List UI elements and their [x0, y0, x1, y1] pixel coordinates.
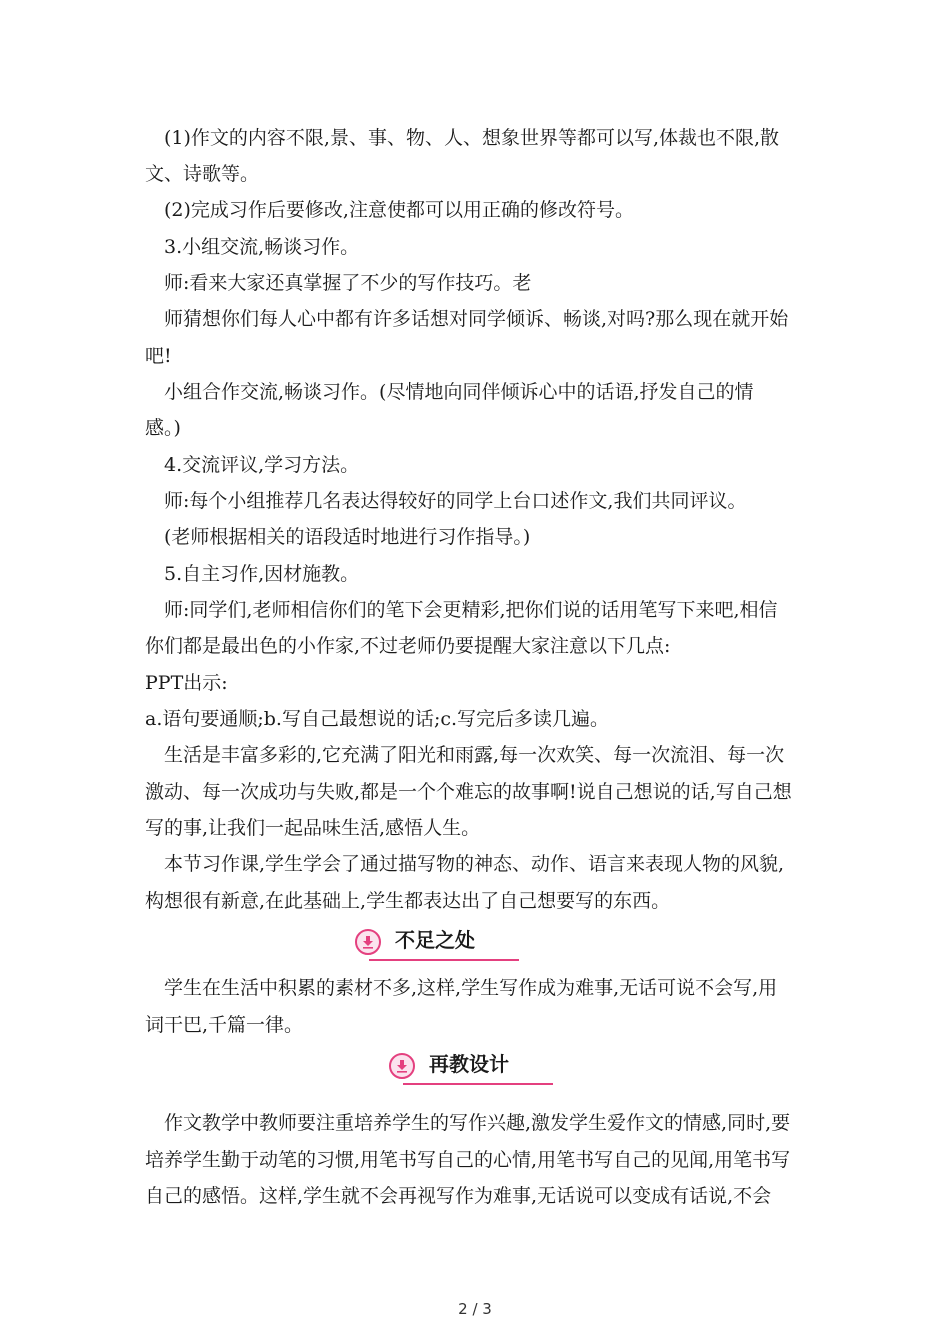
paragraph-line: a.语句要通顺;b.写自己最想说的话;c.写完后多读几遍。: [145, 708, 610, 730]
paragraph-line: 师猜想你们每人心中都有许多话想对同学倾诉、畅谈,对吗?那么现在就开始: [164, 308, 789, 330]
section-heading-redesign: [389, 1050, 554, 1090]
paragraph-line: 5.自主习作,因材施教。: [164, 563, 360, 585]
paragraph-line: 文、诗歌等。: [145, 163, 260, 185]
download-arrow-icon: [355, 929, 381, 955]
paragraph-line: 构想很有新意,在此基础上,学生都表达出了自己想要写的东西。: [145, 890, 671, 912]
paragraph-line: 学生在生活中积累的素材不多,这样,学生写作成为难事,无话可说不会写,用: [164, 977, 778, 999]
page-number: 2 / 3: [458, 1300, 492, 1318]
paragraph-line: PPT出示:: [145, 672, 228, 694]
paragraph-line: (老师根据相关的语段适时地进行习作指导。): [164, 526, 531, 548]
paragraph-line: 小组合作交流,畅谈习作。(尽情地向同伴倾诉心中的话语,抒发自己的情: [164, 381, 754, 403]
paragraph-line: 3.小组交流,畅谈习作。: [164, 236, 360, 258]
paragraph-line: 本节习作课,学生学会了通过描写物的神态、动作、语言来表现人物的风貌,: [164, 853, 785, 875]
section-heading-shortcomings: [355, 926, 520, 966]
paragraph-line: 培养学生勤于动笔的习惯,用笔书写自己的心情,用笔书写自己的见闻,用笔书写: [145, 1149, 791, 1171]
section-title: 再教设计: [429, 1052, 509, 1076]
paragraph-line: 吧!: [145, 345, 172, 367]
paragraph-line: (2)完成习作后要修改,注意使都可以用正确的修改符号。: [164, 199, 634, 221]
paragraph-line: 感。): [145, 417, 181, 439]
paragraph-line: 你们都是最出色的小作家,不过老师仍要提醒大家注意以下几点:: [145, 635, 671, 657]
paragraph-line: 激动、每一次成功与失败,都是一个个难忘的故事啊!说自己想说的话,写自己想: [145, 781, 792, 803]
paragraph-line: 生活是丰富多彩的,它充满了阳光和雨露,每一次欢笑、每一次流泪、每一次: [164, 744, 785, 766]
section-title: 不足之处: [395, 928, 475, 952]
paragraph-line: 写的事,让我们一起品味生活,感悟人生。: [145, 817, 481, 839]
paragraph-line: 4.交流评议,学习方法。: [164, 454, 360, 476]
paragraph-line: 师:每个小组推荐几名表达得较好的同学上台口述作文,我们共同评议。: [164, 490, 747, 512]
section-underline: [369, 959, 519, 961]
paragraph-line: 师:看来大家还真掌握了不少的写作技巧。老: [164, 272, 532, 294]
paragraph-line: 自己的感悟。这样,学生就不会再视写作为难事,无话说可以变成有话说,不会: [145, 1185, 772, 1207]
paragraph-line: 词干巴,千篇一律。: [145, 1014, 304, 1036]
paragraph-line: 作文教学中教师要注重培养学生的写作兴趣,激发学生爱作文的情感,同时,要: [164, 1112, 791, 1134]
section-underline: [403, 1083, 553, 1085]
paragraph-line: (1)作文的内容不限,景、事、物、人、想象世界等都可以写,体裁也不限,散: [164, 127, 780, 149]
download-arrow-icon: [389, 1053, 415, 1079]
paragraph-line: 师:同学们,老师相信你们的笔下会更精彩,把你们说的话用笔写下来吧,相信: [164, 599, 778, 621]
